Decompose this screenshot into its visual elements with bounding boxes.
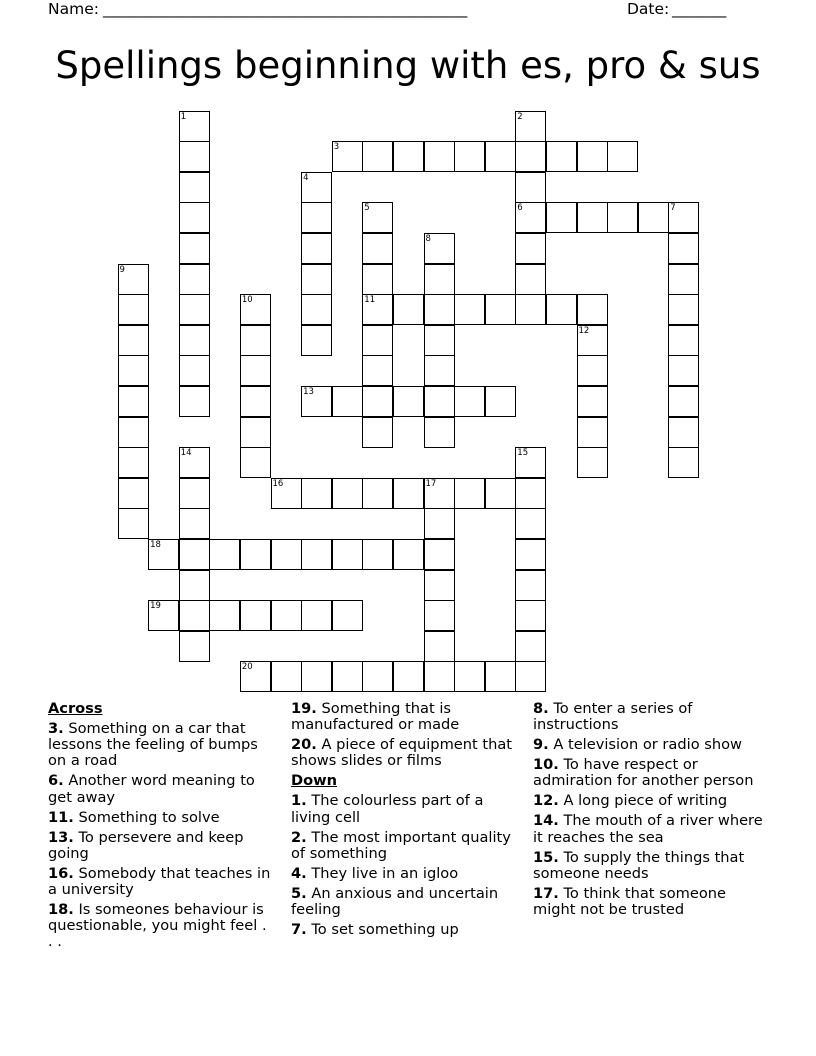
clues-column-2 xyxy=(291,701,517,942)
page-title: Spellings beginning with es, pro & sus xyxy=(55,44,761,87)
crossword-cell[interactable] xyxy=(546,294,577,325)
across-clue xyxy=(291,701,517,733)
cell-number: 5 xyxy=(364,203,370,214)
crossword-cell[interactable] xyxy=(179,600,210,631)
crossword-cell[interactable] xyxy=(577,202,608,233)
crossword-cell[interactable] xyxy=(179,233,210,264)
name-field[interactable]: _______________________________________________ xyxy=(103,0,468,18)
clue-number: 4. xyxy=(291,864,307,882)
down-clue xyxy=(533,701,769,733)
cell-number: 6 xyxy=(517,203,523,214)
across-clue xyxy=(48,902,274,951)
clue-number: 18. xyxy=(48,901,74,919)
clue-text: Somebody that teaches in a university xyxy=(48,864,271,899)
down-clue xyxy=(533,886,769,918)
crossword-cell[interactable] xyxy=(485,386,516,417)
down-heading: Down xyxy=(291,772,338,790)
crossword-cell[interactable] xyxy=(577,386,608,417)
clue-text: Something that is manufactured or made xyxy=(291,700,460,734)
crossword-cell[interactable] xyxy=(424,417,455,448)
crossword-cell[interactable] xyxy=(301,478,332,509)
crossword-cell[interactable] xyxy=(424,661,455,692)
across-clue xyxy=(48,810,274,826)
crossword-cell[interactable] xyxy=(362,294,393,325)
crossword-cell[interactable] xyxy=(332,539,363,570)
crossword-cell[interactable] xyxy=(179,355,210,386)
crossword-cell[interactable] xyxy=(668,233,699,264)
crossword-cell[interactable] xyxy=(546,141,577,172)
clue-text: To supply the things that someone needs xyxy=(533,848,745,882)
crossword-cell[interactable] xyxy=(209,600,240,631)
crossword-cell[interactable] xyxy=(454,478,485,509)
down-clue xyxy=(533,793,769,809)
crossword-cell[interactable] xyxy=(485,661,516,692)
clue-number: 10. xyxy=(533,756,559,774)
crossword-cell[interactable] xyxy=(515,600,546,631)
clue-number: 17. xyxy=(533,884,559,902)
crossword-cell[interactable] xyxy=(393,478,424,509)
down-clue xyxy=(533,757,769,789)
crossword-cell[interactable] xyxy=(362,325,393,356)
cell-number: 8 xyxy=(425,233,431,244)
crossword-cell[interactable] xyxy=(271,600,302,631)
clue-text: To think that someone might not be trusted xyxy=(533,884,727,919)
across-clue xyxy=(48,721,274,770)
crossword-cell[interactable] xyxy=(454,141,485,172)
crossword-cell[interactable] xyxy=(148,539,179,570)
down-clue xyxy=(291,830,517,862)
clue-number: 19. xyxy=(291,700,317,717)
across-clue xyxy=(48,773,274,805)
clue-number: 7. xyxy=(291,921,307,939)
crossword-cell[interactable] xyxy=(668,325,699,356)
clue-text: The most important quality of something xyxy=(291,828,511,862)
crossword-cell[interactable] xyxy=(393,661,424,692)
clue-number: 9. xyxy=(533,736,549,754)
crossword-cell[interactable] xyxy=(362,478,393,509)
clue-number: 3. xyxy=(48,720,64,737)
crossword-cell[interactable] xyxy=(515,202,546,233)
down-clue xyxy=(533,737,769,753)
cell-number: 12 xyxy=(578,325,590,336)
crossword-cell[interactable] xyxy=(240,600,271,631)
crossword-cell[interactable] xyxy=(668,447,699,478)
crossword-cell[interactable] xyxy=(638,202,669,233)
clue-number: 14. xyxy=(533,812,559,830)
crossword-cell[interactable] xyxy=(118,264,149,295)
clue-number: 15. xyxy=(533,848,559,866)
crossword-cell[interactable] xyxy=(668,264,699,295)
crossword-cell[interactable] xyxy=(301,325,332,356)
crossword-cell[interactable] xyxy=(332,386,363,417)
clues-column-1 xyxy=(48,701,274,954)
cell-number: 19 xyxy=(150,601,161,612)
clue-number: 16. xyxy=(48,864,74,882)
crossword-cell[interactable] xyxy=(240,447,271,478)
across-clue xyxy=(48,866,274,898)
cell-number: 14 xyxy=(180,448,192,459)
crossword-cell[interactable] xyxy=(546,202,577,233)
name-label: Name: xyxy=(48,0,99,18)
crossword-cell[interactable] xyxy=(362,202,393,233)
across-clue xyxy=(48,830,274,862)
down-clue xyxy=(533,813,769,845)
crossword-cell[interactable] xyxy=(301,172,332,203)
crossword-cell[interactable] xyxy=(118,417,149,448)
clue-text: The colourless part of a living cell xyxy=(291,792,484,826)
crossword-cell[interactable] xyxy=(424,264,455,295)
crossword-cell[interactable] xyxy=(668,202,699,233)
crossword-cell[interactable] xyxy=(240,539,271,570)
crossword-cell[interactable] xyxy=(240,355,271,386)
cell-number: 20 xyxy=(241,662,253,673)
down-clue xyxy=(291,886,517,918)
crossword-cell[interactable] xyxy=(118,508,149,539)
crossword-cell[interactable] xyxy=(362,661,393,692)
cell-number: 15 xyxy=(517,448,529,459)
cell-number: 16 xyxy=(272,478,284,489)
clue-number: 13. xyxy=(48,828,74,846)
crossword-cell[interactable] xyxy=(577,325,608,356)
clue-text: A long piece of writing xyxy=(563,792,728,810)
crossword-cell[interactable] xyxy=(515,478,546,509)
clue-text: To enter a series of instructions xyxy=(533,700,693,734)
across-heading: Across xyxy=(48,700,103,717)
cell-number: 13 xyxy=(303,386,314,397)
crossword-cell[interactable] xyxy=(515,111,546,142)
clues-column-3 xyxy=(533,701,769,922)
crossword-cell[interactable] xyxy=(454,661,485,692)
crossword-cell[interactable] xyxy=(577,447,608,478)
crossword-cell[interactable] xyxy=(362,264,393,295)
crossword-cell[interactable] xyxy=(362,233,393,264)
crossword-cell[interactable] xyxy=(393,539,424,570)
crossword-cell[interactable] xyxy=(179,325,210,356)
crossword-cell[interactable] xyxy=(515,264,546,295)
clue-text: To set something up xyxy=(311,921,459,939)
crossword-cell[interactable] xyxy=(424,600,455,631)
crossword-cell[interactable] xyxy=(424,570,455,601)
crossword-cell[interactable] xyxy=(515,661,546,692)
crossword-cell[interactable] xyxy=(332,661,363,692)
crossword-cell[interactable] xyxy=(485,478,516,509)
crossword-cell[interactable] xyxy=(271,539,302,570)
crossword-cell[interactable] xyxy=(393,294,424,325)
clue-text: To persevere and keep going xyxy=(48,828,244,862)
crossword-cell[interactable] xyxy=(515,141,546,172)
down-clue xyxy=(291,866,517,882)
cell-number: 11 xyxy=(364,295,376,306)
crossword-cell[interactable] xyxy=(485,141,516,172)
crossword-cell[interactable] xyxy=(118,386,149,417)
crossword-cell[interactable] xyxy=(362,417,393,448)
clue-number: 11. xyxy=(48,808,74,826)
crossword-cell[interactable] xyxy=(424,355,455,386)
crossword-cell[interactable] xyxy=(577,355,608,386)
crossword-cell[interactable] xyxy=(240,417,271,448)
clue-number: 12. xyxy=(533,792,559,810)
crossword-cell[interactable] xyxy=(209,539,240,570)
cell-number: 9 xyxy=(119,264,125,275)
crossword-cell[interactable] xyxy=(301,539,332,570)
clue-number: 5. xyxy=(291,884,307,902)
clue-text: To have respect or admiration for another person xyxy=(533,756,754,790)
crossword-cell[interactable] xyxy=(668,294,699,325)
clue-text: They live in an igloo xyxy=(311,864,459,882)
crossword-cell[interactable] xyxy=(454,386,485,417)
crossword-cell[interactable] xyxy=(179,539,210,570)
crossword-cell[interactable] xyxy=(362,355,393,386)
crossword-cell[interactable] xyxy=(240,386,271,417)
header xyxy=(48,0,748,20)
crossword-cell[interactable] xyxy=(515,631,546,662)
crossword-cell[interactable] xyxy=(515,294,546,325)
crossword-cell[interactable] xyxy=(118,447,149,478)
clue-text: The mouth of a river where it reaches the sea xyxy=(533,812,763,846)
crossword-cell[interactable] xyxy=(118,478,149,509)
clue-text: Is someones behaviour is questionable, you might feel . . . xyxy=(48,901,267,951)
crossword-cell[interactable] xyxy=(301,386,332,417)
crossword-cell[interactable] xyxy=(454,294,485,325)
crossword-cell[interactable] xyxy=(240,325,271,356)
crossword-cell[interactable] xyxy=(179,202,210,233)
down-clue xyxy=(291,793,517,825)
crossword-cell[interactable] xyxy=(515,447,546,478)
cell-number: 4 xyxy=(303,172,309,183)
cell-number: 2 xyxy=(517,111,523,122)
clue-text: Something to solve xyxy=(78,808,220,826)
cell-number: 18 xyxy=(150,539,161,550)
crossword-cell[interactable] xyxy=(301,661,332,692)
crossword-cell[interactable] xyxy=(424,631,455,662)
date-label: Date: xyxy=(627,0,670,18)
crossword-cell[interactable] xyxy=(118,294,149,325)
crossword-cell[interactable] xyxy=(240,294,271,325)
crossword-cell[interactable] xyxy=(515,172,546,203)
cell-number: 1 xyxy=(180,111,187,122)
crossword-cell[interactable] xyxy=(301,294,332,325)
crossword-cell[interactable] xyxy=(332,141,363,172)
cell-number: 17 xyxy=(425,478,437,489)
crossword-cell[interactable] xyxy=(179,111,210,142)
cell-number: 10 xyxy=(241,295,253,306)
crossword-cell[interactable] xyxy=(179,478,210,509)
crossword-cell[interactable] xyxy=(577,141,608,172)
clue-number: 1. xyxy=(291,792,307,810)
down-clue xyxy=(533,850,769,882)
clue-text: A television or radio show xyxy=(553,736,742,754)
crossword-cell[interactable] xyxy=(607,202,638,233)
clue-number: 2. xyxy=(291,828,307,846)
crossword-cell[interactable] xyxy=(485,294,516,325)
crossword-cell[interactable] xyxy=(424,386,455,417)
crossword-cell[interactable] xyxy=(179,508,210,539)
crossword-cell[interactable] xyxy=(179,264,210,295)
crossword-cell[interactable] xyxy=(515,539,546,570)
crossword-cell[interactable] xyxy=(515,508,546,539)
cell-number: 7 xyxy=(670,203,676,214)
crossword-cell[interactable] xyxy=(424,294,455,325)
clue-text: An anxious and uncertain feeling xyxy=(291,884,499,919)
crossword-cell[interactable] xyxy=(424,508,455,539)
crossword-cell[interactable] xyxy=(362,141,393,172)
crossword-cell[interactable] xyxy=(424,539,455,570)
crossword-cell[interactable] xyxy=(148,600,179,631)
crossword-cell[interactable] xyxy=(332,600,363,631)
across-clue xyxy=(291,737,517,769)
crossword-cell[interactable] xyxy=(301,202,332,233)
crossword-cell[interactable] xyxy=(424,141,455,172)
crossword-cell[interactable] xyxy=(424,233,455,264)
crossword-cell[interactable] xyxy=(301,233,332,264)
date-field[interactable]: _______ xyxy=(672,0,727,18)
crossword-cell[interactable] xyxy=(332,478,363,509)
crossword-cell[interactable] xyxy=(179,172,210,203)
crossword-cell[interactable] xyxy=(179,631,210,662)
crossword-cell[interactable] xyxy=(577,294,608,325)
crossword-cell[interactable] xyxy=(362,386,393,417)
crossword-cell[interactable] xyxy=(515,233,546,264)
crossword-cell[interactable] xyxy=(179,447,210,478)
crossword-cell[interactable] xyxy=(424,325,455,356)
crossword-cell[interactable] xyxy=(301,600,332,631)
crossword-cell[interactable] xyxy=(668,386,699,417)
crossword-cell[interactable] xyxy=(362,539,393,570)
crossword-cell[interactable] xyxy=(393,386,424,417)
crossword-cell[interactable] xyxy=(271,661,302,692)
crossword-cell[interactable] xyxy=(668,355,699,386)
clue-text: Something on a car that lessons the feeling of bumps on a road xyxy=(48,720,258,770)
crossword-cell[interactable] xyxy=(607,141,638,172)
crossword-cell[interactable] xyxy=(577,417,608,448)
crossword-cell[interactable] xyxy=(118,325,149,356)
down-clue xyxy=(291,922,517,938)
cell-number: 3 xyxy=(333,142,340,153)
clue-number: 8. xyxy=(533,700,549,717)
crossword-cell[interactable] xyxy=(240,661,271,692)
clue-text: Another word meaning to get away xyxy=(48,772,255,806)
clue-number: 6. xyxy=(48,772,64,790)
crossword-cell[interactable] xyxy=(424,478,455,509)
crossword-cell[interactable] xyxy=(515,570,546,601)
crossword-cell[interactable] xyxy=(668,417,699,448)
crossword-cell[interactable] xyxy=(393,141,424,172)
crossword-cell[interactable] xyxy=(179,141,210,172)
clue-text: A piece of equipment that shows slides or films xyxy=(291,736,513,770)
crossword-cell[interactable] xyxy=(271,478,302,509)
clue-number: 20. xyxy=(291,736,317,754)
crossword-cell[interactable] xyxy=(179,294,210,325)
crossword-cell[interactable] xyxy=(301,264,332,295)
crossword-cell[interactable] xyxy=(118,355,149,386)
crossword-cell[interactable] xyxy=(179,386,210,417)
crossword-cell[interactable] xyxy=(179,570,210,601)
